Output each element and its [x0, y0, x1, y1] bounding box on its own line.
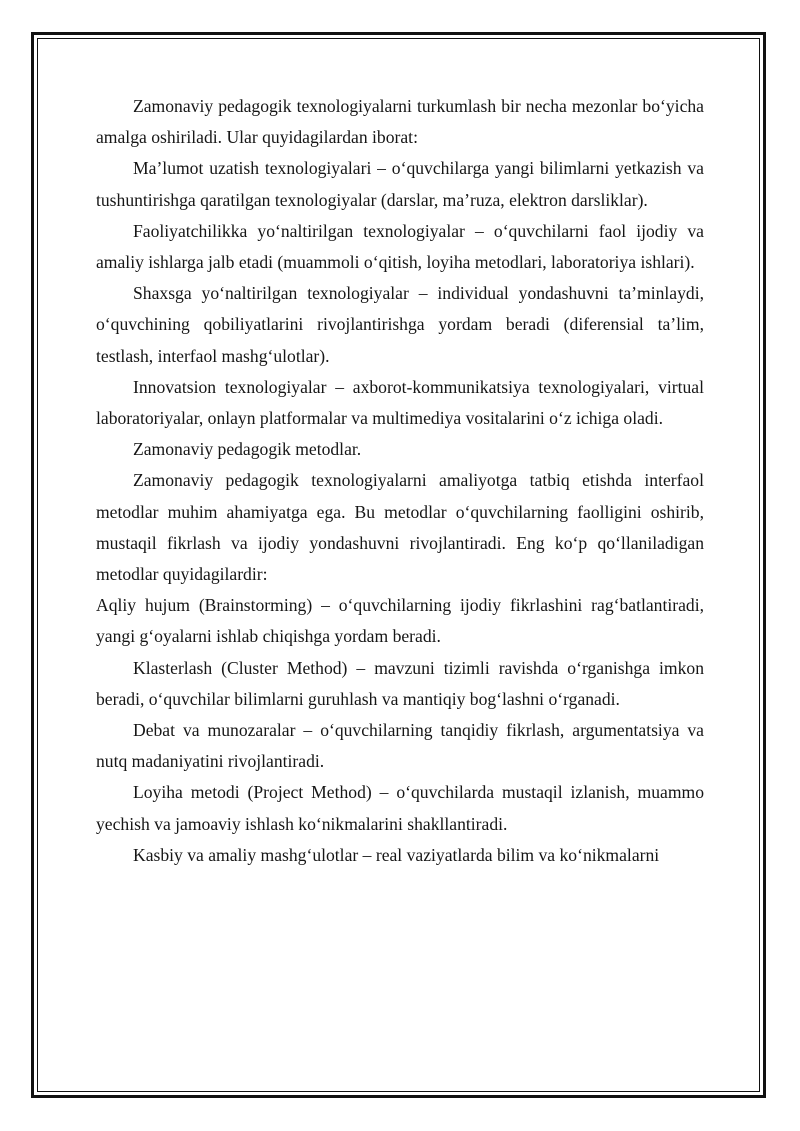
paragraph-brainstorming: Aqliy hujum (Brainstorming) – oʻquvchilarning ijodiy fikrlashini ragʻbatlantiradi, yangi gʻoyalarni ishlab chiqishga yordam beradi. — [96, 595, 704, 647]
paragraph-debate: Debat va munozaralar – oʻquvchilarning tanqidiy fikrlash, argumentatsiya va nutq madaniyatini rivojlantiradi. — [96, 720, 704, 772]
paragraph-project-method: Loyiha metodi (Project Method) – oʻquvchilarda mustaqil izlanish, muammo yechish va jamoaviy ishlash koʻnikmalarini shakllantiradi. — [96, 782, 704, 834]
paragraph-clustering: Klasterlash (Cluster Method) – mavzuni tizimli ravishda oʻrganishga imkon beradi, oʻquvchilar bilimlarni guruhlash va mantiqiy bogʻlashni oʻrganadi. — [96, 657, 704, 709]
paragraph-innovative: Innovatsion texnologiyalar – axborot-kommunikatsiya texnologiyalari, virtual laboratoriyalar, onlayn platformalar va multimediya vositalarini oʻz ichiga oladi. — [96, 376, 704, 429]
paragraph-information-transfer: Maʼlumot uzatish texnologiyalari – oʻquvchilarga yangi bilimlarni yetkazish va tushuntirishga qaratilgan texnologiyalar (darslar, maʼruza, elektron darsliklar). — [96, 158, 704, 210]
document-body — [96, 91, 704, 871]
section-heading-modern-methods: Zamonaviy pedagogik metodlar. — [133, 439, 362, 460]
paragraph-practical-training: Kasbiy va amaliy mashgʻulotlar – real vaziyatlarda bilim va koʻnikmalarni — [133, 844, 660, 865]
paragraph-classification-intro: Zamonaviy pedagogik texnologiyalarni turkumlash bir necha mezonlar boʻyicha amalga oshiriladi. Ular quyidagilardan iborat: — [96, 96, 704, 148]
paragraph-activity-oriented: Faoliyatchilikka yoʻnaltirilgan texnologiyalar – oʻquvchilarni faol ijodiy va amaliy ishlarga jalb etadi (muammoli oʻqitish, loyiha metodlari, laboratoriya ishlari). — [96, 220, 704, 273]
paragraph-personality-oriented: Shaxsga yoʻnaltirilgan texnologiyalar – individual yondashuvni taʼminlaydi, oʻquvchining qobiliyatlarini rivojlantirishga yordam beradi (diferensial taʼlim, testlash, interfaol mashgʻulotlar). — [96, 283, 704, 366]
paragraph-interactive-methods: Zamonaviy pedagogik texnologiyalarni amaliyotga tatbiq etishda interfaol metodlar muhim ahamiyatga ega. Bu metodlar oʻquvchilarning faolligini oshirib, mustaqil fikrlash va ijodiy yondashuvni rivojlantiradi. Eng koʻp qoʻllaniladigan metodlar quyidagilardir: — [96, 470, 704, 585]
